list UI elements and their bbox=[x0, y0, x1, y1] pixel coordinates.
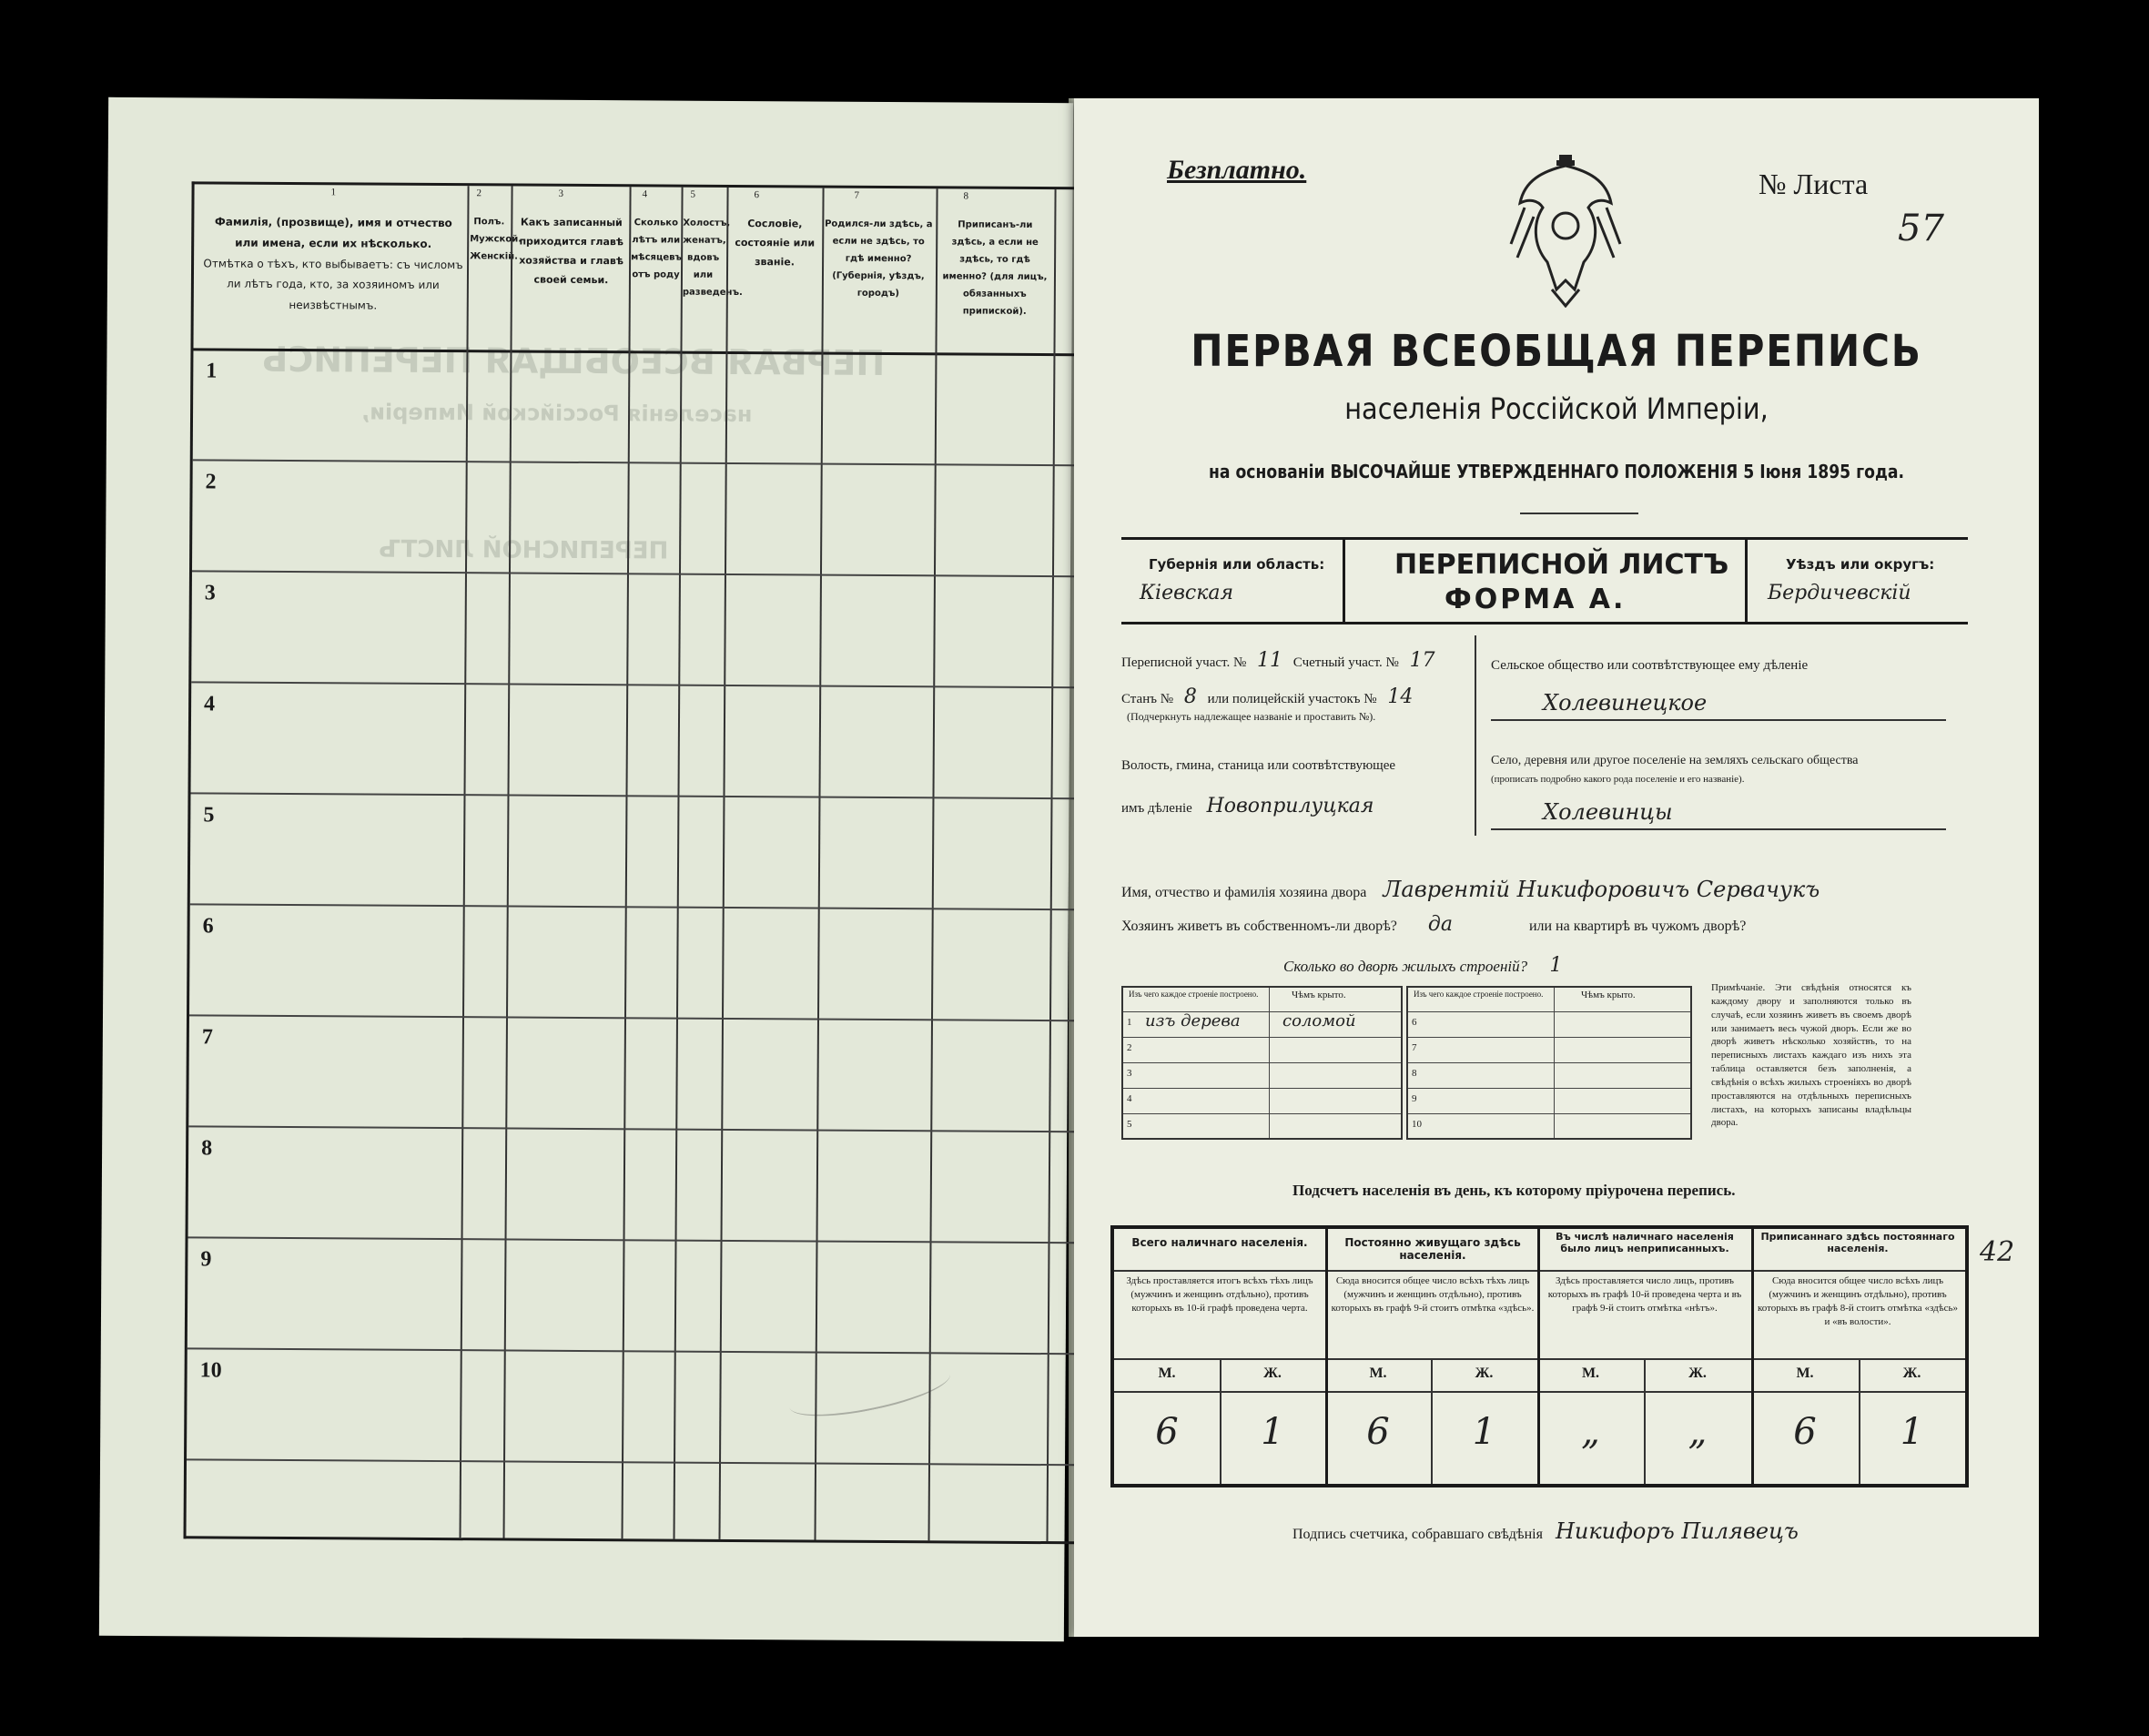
summary-desc: Здѣсь проставляется число лицъ, противъ которыхъ въ графѣ 10-й проведена черта и въ графѣ 9-й стоитъ отмѣтка «нѣтъ». bbox=[1547, 1275, 1742, 1314]
signature-value: Никифоръ Пилявецъ bbox=[1555, 1518, 1799, 1544]
census-subtitle: населенія Россійской Имперіи, bbox=[1344, 391, 1769, 426]
signature-row: Подпись счетчика, собравшаго свѣдѣнія Никифоръ Пилявецъ bbox=[1292, 1518, 1799, 1544]
owner-value: Лаврентій Никифоровичъ Сервачукъ bbox=[1383, 877, 1820, 902]
total-male: 6 bbox=[1155, 1411, 1179, 1453]
summary-head: Постоянно живущаго здѣсь населенія. bbox=[1344, 1236, 1521, 1262]
row-number: 3 bbox=[204, 581, 216, 605]
header-relation: Какъ записанный приходится главѣ хозяйства и главѣ своей семьи. bbox=[519, 216, 624, 286]
row-number: 4 bbox=[204, 692, 216, 716]
summary-desc: Сюда вносится общее число всѣхъ лицъ (мужчинъ и женщинъ отдѣльно), противъ которыхъ въ графѣ 8-й стоитъ отмѣтка «здѣсь» и «въ волости». bbox=[1757, 1275, 1959, 1327]
buildings-row: Сколько во дворѣ жилыхъ строеній? 1 bbox=[1283, 954, 1563, 977]
summary-desc: Сюда вносится общее число всѣхъ тѣхъ лицъ (мужчинъ и женщинъ отдѣльно), противъ которыхъ въ графѣ 9-й стоитъ отмѣтка «здѣсь». bbox=[1331, 1275, 1535, 1314]
address-divider bbox=[1475, 635, 1476, 836]
margin-mark: 42 bbox=[1980, 1236, 2015, 1268]
form-letter: ФОРМА А. bbox=[1444, 584, 1627, 615]
header-name: Фамилія, (прозвище), имя и отчество или имена, если их нѣсколько. Отмѣтка о тѣхъ, кто выбываетъ: съ числомъ ли лѣтъ года, кто, за хозяиномъ или неизвѣстнымъ. bbox=[203, 215, 463, 312]
form-title: ПЕРЕПИСНОЙ ЛИСТЪ bbox=[1394, 549, 1729, 581]
owner-row: Имя, отчество и фамилія хозяина двора Лаврентій Никифоровичъ Сервачукъ bbox=[1121, 877, 1820, 902]
count-section-value: 17 bbox=[1409, 649, 1435, 672]
row-number: 9 bbox=[200, 1247, 212, 1272]
census-section-value: 11 bbox=[1257, 649, 1283, 672]
province-label: Губернія или область: bbox=[1149, 556, 1325, 573]
volost-label: Волость, гмина, станица или соотвѣтствующее bbox=[1121, 758, 1396, 773]
census-title: ПЕРВАЯ ВСЕОБЩАЯ ПЕРЕПИСЬ bbox=[1191, 326, 1922, 377]
right-page bbox=[1074, 98, 2039, 1637]
bleed-through-text: ПЕРВАЯ ВСЕОБЩАЯ ПЕРЕПИСЬ bbox=[261, 339, 886, 383]
village-note: (прописать подробно какого рода поселеніе и его названіе). bbox=[1491, 774, 1745, 785]
volost-row: имъ дѣленіе Новоприлуцкая bbox=[1121, 795, 1374, 817]
permanent-male: 6 bbox=[1366, 1411, 1390, 1453]
col-number: 2 bbox=[476, 188, 482, 199]
summary-desc: Здѣсь проставляется итогъ всѣхъ тѣхъ лицъ (мужчинъ и женщинъ отдѣльно), противъ которыхъ въ 10-й графѣ проведена черта. bbox=[1126, 1275, 1313, 1314]
row-number: 2 bbox=[205, 470, 217, 494]
buildings-value: 1 bbox=[1549, 954, 1563, 977]
lives-row: Хозяинъ живетъ въ собственномъ-ли дворѣ? да или на квартирѣ въ чужомъ дворѣ? bbox=[1121, 913, 1747, 936]
society-label: Сельское общество или соотвѣтствующее ему дѣленіе bbox=[1491, 658, 1809, 673]
stan-row: Станъ № 8 или полицейскій участокъ № 14 bbox=[1121, 685, 1414, 708]
header-birthplace: Родился-ли здѣсь, а если не здѣсь, то гдѣ именно? (Губернія, уѣздъ, городъ) bbox=[825, 218, 933, 299]
unregistered-male: „ bbox=[1581, 1411, 1600, 1453]
registered-female: 1 bbox=[1900, 1411, 1924, 1453]
summary-title: Подсчетъ населенія въ день, къ которому пріурочена перепись. bbox=[1292, 1182, 1736, 1199]
col-number: 7 bbox=[854, 189, 860, 201]
total-female: 1 bbox=[1261, 1411, 1284, 1453]
lives-value: да bbox=[1427, 913, 1453, 936]
header-age: Сколько лѣтъ или мѣсяцевъ отъ роду bbox=[631, 218, 683, 280]
col-number: 3 bbox=[558, 188, 564, 199]
building-roof: соломой bbox=[1282, 1011, 1356, 1030]
census-section-row: Переписной участ. № 11 Счетный участ. № 17 bbox=[1121, 649, 1435, 672]
ornament-divider bbox=[1520, 513, 1638, 514]
col-number: 8 bbox=[963, 190, 969, 202]
summary-head: Всего наличнаго населенія. bbox=[1131, 1236, 1308, 1249]
sheet-number-value: 57 bbox=[1898, 208, 1944, 249]
summary-head: Въ числѣ наличнаго населенія было лицъ неприписанныхъ. bbox=[1556, 1231, 1734, 1254]
row-number: 1 bbox=[206, 359, 218, 383]
unregistered-female: „ bbox=[1688, 1411, 1708, 1453]
header-marital: Холостъ, женатъ, вдовъ или разведенъ. bbox=[682, 218, 743, 299]
header-sex: Полъ. Мужской. Женскій. bbox=[470, 217, 522, 262]
buildings-table-left: Изъ чего каждое строеніе построено. Чѣмъ крыто. 1 2 3 4 5 изъ дерева соломой bbox=[1121, 986, 1403, 1140]
col-number: 6 bbox=[754, 189, 760, 201]
building-material: изъ дерева bbox=[1145, 1011, 1241, 1030]
double-headed-eagle-emblem bbox=[1506, 153, 1625, 308]
bleed-through-text: населенія Россійской Имперіи, bbox=[360, 399, 753, 428]
sheet-number-label: № Листа bbox=[1759, 168, 1869, 200]
village-value: Холевинцы bbox=[1543, 799, 1673, 825]
left-page bbox=[99, 97, 1073, 1641]
stan-value: 8 bbox=[1183, 685, 1197, 708]
header-registration: Приписанъ-ли здѣсь, а если не здѣсь, то гдѣ именно? (для лицъ, обязанныхъ припиской). bbox=[942, 219, 1048, 317]
col-number: 1 bbox=[330, 187, 337, 198]
census-basis: на основаніи ВЫСОЧАЙШЕ УТВЕРЖДЕННАГО ПОЛОЖЕНІЯ 5 Іюня 1895 года. bbox=[1209, 461, 1904, 482]
permanent-female: 1 bbox=[1472, 1411, 1496, 1453]
row-number: 8 bbox=[201, 1136, 213, 1161]
district-label: Уѣздъ или округъ: bbox=[1786, 556, 1935, 573]
row-number: 6 bbox=[202, 914, 214, 939]
form-header-box bbox=[1121, 537, 1968, 624]
village-label: Село, деревня или другое поселеніе на земляхъ сельскаго общества bbox=[1491, 754, 1859, 767]
registered-male: 6 bbox=[1793, 1411, 1817, 1453]
row-number: 7 bbox=[201, 1025, 213, 1050]
grid-header bbox=[193, 184, 1186, 357]
society-value: Холевинецкое bbox=[1543, 690, 1708, 716]
row-number: 5 bbox=[203, 803, 215, 827]
police-value: 14 bbox=[1387, 685, 1414, 708]
province-value: Кіевская bbox=[1140, 582, 1234, 604]
col-number: 4 bbox=[642, 188, 648, 200]
buildings-table-right: Изъ чего каждое строеніе построено. Чѣмъ крыто. 6 7 8 9 10 bbox=[1406, 986, 1692, 1140]
census-grid bbox=[184, 181, 1187, 1545]
bleed-through-text: ПЕРЕПИСНОЙ ЛИСТЪ bbox=[379, 535, 669, 565]
free-of-charge-label: Безплатно. bbox=[1167, 155, 1307, 185]
header-estate: Сословіе, состояніе или званіе. bbox=[735, 218, 816, 269]
buildings-note: Примѣчаніе. Эти свѣдѣнія относятся къ каждому двору и заполняются только въ случаѣ, если хозяинъ живетъ въ своемъ дворѣ или занимаетъ весь чужой дворъ. Если же во дворѣ живетъ нѣсколько хозяйствъ, то на переписныхъ листахъ каждаго изъ нихъ эта таблица оставляется безъ заполненія, а свѣдѣнія о всѣхъ жилыхъ строеніяхъ во дворѣ проставляются на отдѣльныхъ переписныхъ листахъ, на которыхъ записаны владѣльцы двора. bbox=[1711, 982, 1911, 1129]
district-value: Бердичевскій bbox=[1768, 582, 1911, 604]
volost-value: Новоприлуцкая bbox=[1206, 795, 1374, 817]
summary-head: Приписаннаго здѣсь постояннаго населенія. bbox=[1760, 1231, 1955, 1254]
population-summary-table: Всего наличнаго населенія. Постоянно живущаго здѣсь населенія. Въ числѣ наличнаго населенія было лицъ неприписанныхъ. Приписаннаго здѣсь постояннаго населенія. Здѣсь проставляется итогъ всѣхъ тѣхъ лицъ (мужчинъ и женщинъ отдѣльно), противъ которыхъ въ 10-й графѣ проведена черта. Сюда вносится общее число всѣхъ тѣхъ лицъ (мужчинъ и женщинъ отдѣльно), противъ которыхъ въ графѣ 9-й стоитъ отмѣтка «здѣсь». Здѣсь проставляется число лицъ, противъ которыхъ въ графѣ 10-й проведена черта и въ графѣ 9-й стоитъ отмѣтка «нѣтъ». Сюда вносится общее число всѣхъ лицъ (мужчинъ и женщинъ отдѣльно), противъ которыхъ въ графѣ 8-й стоитъ отмѣтка «здѣсь» и «въ волости». М. Ж. М. Ж. М. Ж. М. Ж. 6 1 6 1 „ „ 6 1 bbox=[1110, 1225, 1969, 1487]
row-number: 10 bbox=[199, 1358, 222, 1383]
sheet-number bbox=[1759, 168, 1868, 201]
col-number: 5 bbox=[690, 188, 696, 200]
underline-note: (Подчеркнуть надлежащее названіе и проставить №). bbox=[1127, 710, 1376, 723]
